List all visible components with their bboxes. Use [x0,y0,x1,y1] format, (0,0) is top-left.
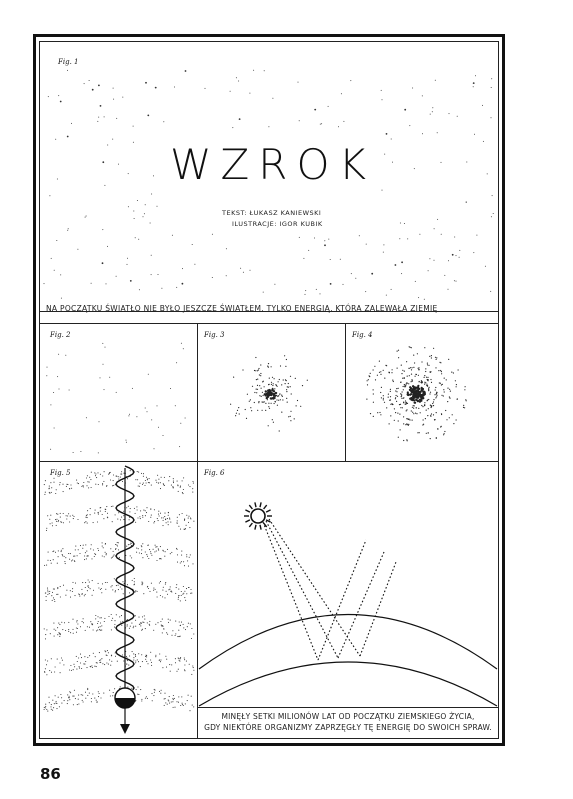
fig4-label: Fig. 4 [352,331,373,339]
caption-bottom-line2: GDY NIEKTÓRE ORGANIZMY ZAPRZĘGŁY TĘ ENERGIĘ DO SWOICH SPRAW. [204,723,492,732]
page-title: WZROK [170,140,376,189]
fig2-label: Fig. 2 [50,331,71,339]
credits-illustration: ILUSTRACJE: IGOR KUBIK [232,220,323,228]
page-number: 86 [40,765,61,783]
particle-bands-fig5 [44,470,195,711]
horizon-arc-upper [199,615,497,670]
fig6-label: Fig. 6 [204,469,225,477]
fig5-label: Fig. 5 [50,469,71,477]
fig3-label: Fig. 3 [204,331,225,339]
sun-rays-dotted [263,519,396,660]
wave-arrow-icon [120,724,130,734]
star-field-fig2 [46,343,185,454]
credits [222,208,323,230]
particle-sphere-shade [115,698,135,708]
fig1-label: Fig. 1 [58,58,79,66]
particle-rings-fig4 [366,346,467,441]
caption-bottom [200,711,496,733]
particle-cluster-fig3 [230,355,308,431]
horizon-arc-lower [199,662,497,706]
caption-top: NA POCZĄTKU ŚWIATŁO NIE BYŁO JESZCZE ŚWIATŁEM, TYLKO ENERGIĄ, KTÓRA ZALEWAŁA ZIEMIĘ [46,304,438,313]
caption-bottom-line1: MINĘŁY SETKI MILIONÓW LAT OD POCZĄTKU ZIEMSKIEGO ŻYCIA, [221,712,475,721]
credits-text: TEKST: ŁUKASZ KANIEWSKI [222,209,322,217]
